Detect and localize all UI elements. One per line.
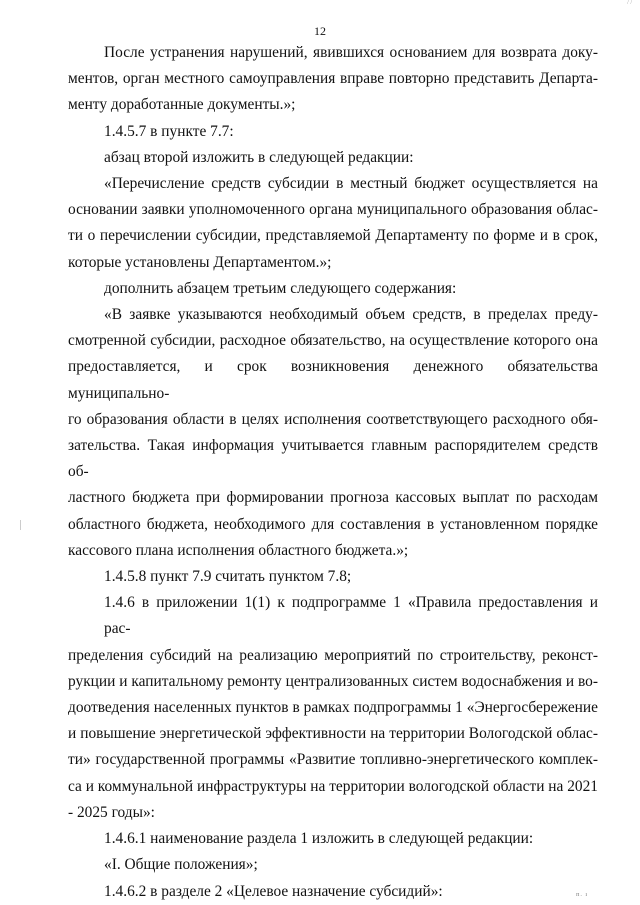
text-line: 1.4.6 в приложении 1(1) к подпрограмме 1 «Правила предоставления и рас- [104, 594, 598, 638]
text-line: «Перечисление средств субсидии в местный бюджет осуществляется на [104, 175, 598, 193]
paragraph [68, 119, 598, 145]
text-line: пределения субсидий на реализацию мероприятий по строительству, реконст- [68, 646, 598, 664]
text-line: 1.4.6.1 наименование раздела 1 изложить в следующей редакции: [104, 830, 534, 848]
paragraph [68, 145, 598, 171]
text-line: и повышение энергетической эффективности на территории Вологодской облас- [68, 725, 598, 743]
text-line: «В заявке указываются необходимый объем средств, в пределах преду- [104, 306, 598, 324]
paragraph [68, 276, 598, 302]
text-line: ти о перечислении субсидии, представляемой Департаменту по форме и в срок, [68, 227, 598, 245]
page-number: 12 [314, 24, 326, 38]
paragraph [68, 171, 598, 276]
text-line: 1.4.6.2 в разделе 2 «Целевое назначение субсидий»: [104, 882, 443, 900]
corner-mark-bottom: п. ı [576, 892, 588, 898]
text-line: смотренной субсидии, расходное обязательство, на осуществление которого она [68, 332, 598, 350]
paragraph [68, 302, 598, 564]
corner-mark-top: / / [627, 0, 632, 6]
text-line: рукции и капитальному ремонту централизованных систем водоснабжения и во- [68, 672, 598, 690]
text-line: ментов, орган местного самоуправления вправе повторно представить Департа- [68, 70, 598, 88]
text-line: абзац второй изложить в следующей редакции: [104, 148, 414, 166]
text-line: доотведения населенных пунктов в рамках подпрограммы 1 «Энергосбережение [68, 699, 598, 717]
paragraph [68, 852, 598, 878]
text-line: 1.4.5.8 пункт 7.9 считать пунктом 7.8; [104, 568, 352, 586]
text-line: кассового плана исполнения областного бюджета.»; [68, 541, 409, 559]
text-line: менту доработанные документы.»; [68, 96, 296, 114]
paragraph [68, 826, 598, 852]
text-line: которые установлены Департаментом.»; [68, 253, 332, 271]
text-line: са и коммунальной инфраструктуры на территории вологодской области на 2021 [68, 777, 598, 795]
text-line: предоставляется, и срок возникновения денежного обязательства муниципально- [68, 358, 598, 402]
scan-edge-mark [20, 520, 21, 530]
text-line: дополнить абзацем третьим следующего содержания: [104, 279, 457, 297]
paragraph [68, 590, 598, 826]
text-line: зательства. Такая информация учитывается главным распорядителем средств об- [68, 437, 598, 481]
text-line: 1.4.5.7 в пункте 7.7: [104, 122, 234, 140]
paragraph [68, 564, 598, 590]
text-line: «I. Общие положения»; [104, 856, 258, 874]
text-line: областного бюджета, необходимого для составления в установленном порядке [68, 515, 598, 533]
text-line: основании заявки уполномоченного органа муниципального образования облас- [68, 201, 598, 219]
text-line: После устранения нарушений, явившихся основанием для возврата доку- [104, 44, 598, 61]
text-line: - 2025 годы»: [68, 803, 155, 821]
paragraph [68, 40, 598, 119]
text-line: ластного бюджета при формировании прогноза кассовых выплат по расходам [68, 489, 598, 507]
text-line: ти» государственной программы «Развитие топливно-энергетического комплек- [68, 751, 598, 769]
paragraph [68, 879, 598, 905]
text-line: го образования области в целях исполнения соответствующего расходного обя- [68, 410, 598, 428]
document-body [68, 40, 598, 905]
